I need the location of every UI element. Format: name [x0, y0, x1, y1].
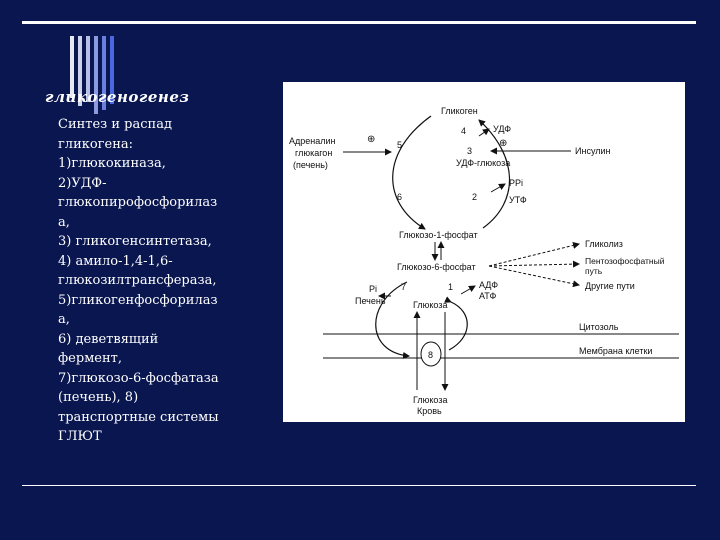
- list-line: ГЛЮТ: [58, 429, 102, 444]
- glucose-blood-label: Глюкоза: [413, 395, 448, 405]
- list-line: гликогена:: [58, 136, 133, 152]
- bottom-divider: [22, 485, 696, 486]
- pentose-label: Пентозофосфатный: [585, 256, 665, 266]
- list-line: 7)глюкозо-6-фосфатаза: [58, 370, 219, 386]
- pentose-label-2: путь: [585, 266, 603, 276]
- enzyme-number: 7: [401, 282, 407, 292]
- glucagon-label: глюкагон: [295, 148, 333, 158]
- utp-label: УТФ: [509, 195, 527, 205]
- ppi-label: PPi: [509, 178, 524, 188]
- g6p-label: Глюкозо-6-фосфат: [397, 262, 476, 272]
- enzyme-list: [58, 115, 280, 447]
- glycogen-label: Гликоген: [441, 106, 478, 116]
- liver-label: Печень: [355, 296, 386, 306]
- other-paths-label: Другие пути: [585, 281, 635, 291]
- slide-title: гликогеногенез: [45, 88, 190, 106]
- list-line: 4) амило-1,4-1,6-: [58, 253, 173, 269]
- list-line: глюкозилтрансфераза,: [58, 273, 217, 288]
- metabolism-diagram: [283, 82, 685, 422]
- list-line: глюкопирофосфорилаз: [58, 195, 218, 210]
- membrane-label: Мембрана клетки: [579, 346, 653, 356]
- list-line: фермент,: [58, 351, 122, 366]
- list-line: 2)УДФ-: [58, 175, 107, 191]
- udp-label: УДФ: [493, 124, 512, 134]
- list-line: а,: [58, 214, 70, 230]
- list-line: (печень), 8): [58, 390, 139, 405]
- glucose-loop-arrow: [376, 282, 409, 356]
- enzyme-number: 2: [472, 192, 478, 202]
- enzyme-number: 1: [448, 282, 454, 292]
- glycolysis-label: Гликолиз: [585, 239, 623, 249]
- list-line: 3) гликогенсинтетаза,: [58, 234, 212, 249]
- enzyme-number: 4: [461, 126, 467, 136]
- pi-label: Pi: [369, 284, 378, 294]
- g1p-label: Глюкозо-1-фосфат: [399, 230, 478, 240]
- enzyme-number: 6: [397, 192, 403, 202]
- list-line: а,: [58, 312, 70, 327]
- glucose-up-arrow: [449, 302, 467, 350]
- plus-icon: ⊕: [367, 134, 376, 145]
- list-line: 1)глюкокиназа,: [58, 156, 166, 171]
- enzyme-number: 8: [428, 350, 434, 360]
- list-line: транспортные системы: [58, 409, 219, 425]
- glycolysis-arrow: [489, 244, 579, 266]
- other-paths-arrow: [489, 266, 579, 285]
- list-line: 6) деветвящий: [58, 331, 159, 347]
- udp-arrow: [479, 129, 489, 136]
- blood-label: Кровь: [417, 406, 442, 416]
- list-line: 5)гликогенфосфорилаз: [58, 292, 218, 308]
- insulin-label: Инсулин: [575, 146, 611, 156]
- udp-glucose-label: УДФ-глюкоза: [456, 158, 511, 168]
- enzyme-number: 5: [397, 140, 403, 150]
- atp-label: АТФ: [479, 291, 497, 301]
- list-line: Синтез и распад: [58, 117, 172, 132]
- glucose-label: Глюкоза: [413, 300, 448, 310]
- pentose-arrow: [489, 264, 579, 266]
- adp-label: АДФ: [479, 280, 499, 290]
- top-divider: [22, 21, 696, 24]
- liver-paren-label: (печень): [293, 160, 328, 170]
- synthesis-arrow: [479, 120, 510, 228]
- atp-arrow: [461, 286, 475, 294]
- breakdown-arrow: [393, 116, 431, 229]
- enzyme-number: 3: [467, 146, 473, 156]
- cytosol-label: Цитозоль: [579, 322, 619, 332]
- adrenaline-label: Адреналин: [289, 136, 336, 146]
- plus-icon: ⊕: [499, 138, 508, 149]
- ppi-arrow: [491, 184, 505, 192]
